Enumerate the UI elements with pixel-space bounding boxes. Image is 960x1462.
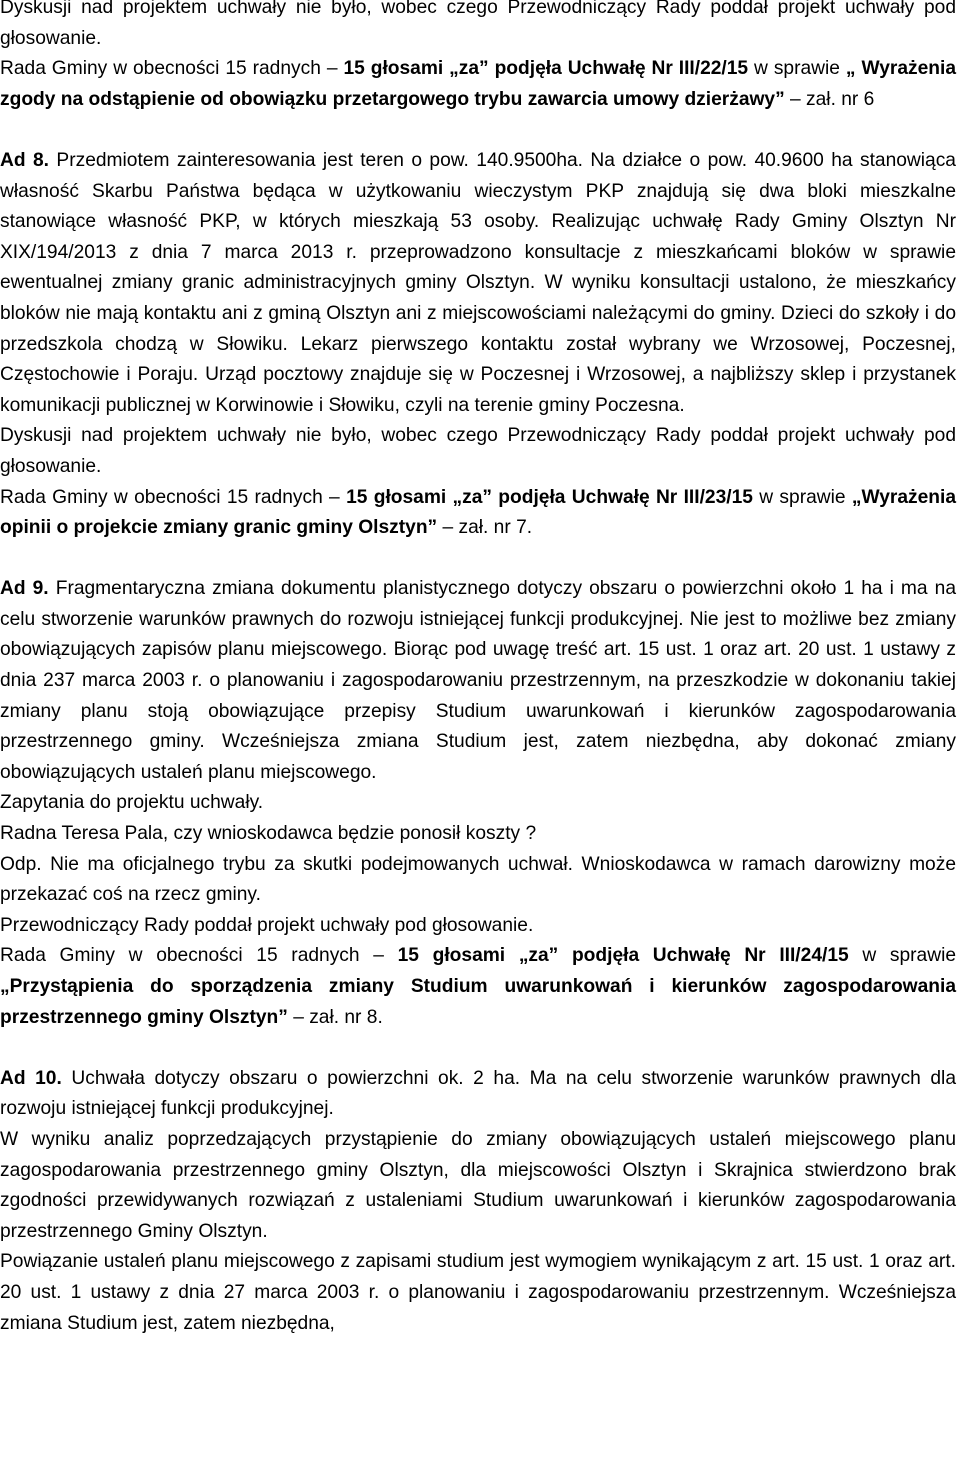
agenda-label: Ad 9. (0, 578, 49, 600)
resolution-paragraph: Rada Gminy w obecności 15 radnych – 15 głosami „za” podjęła Uchwałę Nr III/23/15 w sprawie „Wyrażenia opinii o projekcie zmiany granic gminy Olsztyn” – zał. nr 7. (0, 486, 957, 539)
agenda-item-8 (0, 146, 956, 421)
analysis-paragraph: W wyniku analiz poprzedzających przystąpienie do zmiany obowiązujących ustaleń miejscowego planu zagospodarowania przestrzennego gminy Olsztyn, dla miejscowości Olsztyn i Skrajnica stwierdzono brak zgodności przewidywanych rozwiązań z ustaleniami Studium uwarunkowań i kierunków zagospodarowania przestrzennego Gminy Olsztyn. (0, 1128, 956, 1242)
resolution-intro: Rada Gminy w obecności 15 radnych – (0, 58, 338, 80)
answer-paragraph: Odp. Nie ma oficjalnego trybu za skutki podejmowanych uchwał. Wnioskodawca w ramach darowizny może przekazać coś na rzecz gminy. (0, 853, 956, 906)
resolution-paragraph: Rada Gminy w obecności 15 radnych – 15 głosami „za” podjęła Uchwałę Nr III/22/15 w sprawie „ Wyrażenia zgody na odstąpienie od obowiązku przetargowego trybu zawarcia umowy dzierżawy” – zał. nr 6 (0, 58, 957, 110)
spacer (0, 115, 956, 146)
discussion-paragraph: Dyskusji nad projektem uchwały nie było, wobec czego Przewodniczący Rady poddał projekt uchwały pod głosowanie. (0, 425, 956, 477)
spacer (0, 544, 956, 575)
resolution-subject: „Wyrażenia opinii o projekcie zmiany granic gminy Olsztyn” (0, 486, 957, 539)
discussion-paragraph: Dyskusji nad projektem uchwały nie było, wobec czego Przewodniczący Rady poddał projekt uchwały pod głosowanie. (0, 0, 956, 49)
resolution-intro: Rada Gminy w obecności 15 radnych – (0, 486, 340, 508)
resolution-paragraph: Rada Gminy w obecności 15 radnych – 15 głosami „za” podjęła Uchwałę Nr III/24/15 w sprawie „Przystąpienia do sporządzenia zmiany Studium uwarunkowań i kierunków zagospodarowania przestrzennego gminy Olsztyn” – zał. nr 8. (0, 945, 957, 1028)
attachment-ref: – zał. nr 7. (437, 517, 533, 539)
question-paragraph: Radna Teresa Pala, czy wnioskodawca będzie ponosił koszty ? (0, 823, 537, 845)
questions-heading: Zapytania do projektu uchwały. (0, 792, 264, 814)
agenda-label: Ad 8. (0, 149, 49, 171)
resolution-intro: Rada Gminy w obecności 15 radnych – (0, 945, 384, 967)
agenda-item-9 (0, 574, 956, 788)
legal-basis-paragraph: Powiązanie ustaleń planu miejscowego z zapisami studium jest wymogiem wynikającym z art. 15 ust. 1 oraz art. 20 ust. 1 ustawy z dnia 27 marca 2003 r. o planowaniu i zagospodarowaniu przestrzennym. Wcześniejsza zmiana Studium jest, zatem niezbędna, (0, 1251, 956, 1334)
resolution-number: 15 głosami „za” podjęła Uchwałę Nr III/22/15 (343, 58, 749, 80)
agenda-text: Uchwała dotyczy obszaru o powierzchni ok. 2 ha. Ma na celu stworzenie warunków prawnych dla rozwoju istniejącej funkcji produkcyjnej. (0, 1067, 956, 1120)
agenda-text: Przedmiotem zainteresowania jest teren o pow. 140.9500ha. Na działce o pow. 40.9600 ha stanowiąca własność Skarbu Państwa będąca w użytkowaniu wieczystym PKP znajdują się dwa bloki mieszkalne stanowiące własność PKP, w których mieszkają 53 osoby. Realizując uchwałę Rady Gminy Olsztyn Nr XIX/194/2013 z dnia 7 marca 2013 r. przeprowadzono konsultacje z mieszkańcami bloków w sprawie ewentualnej zmiany granic administracyjnych gminy Olsztyn. W wyniku konsultacji ustalono, że mieszkańcy bloków nie mają kontaktu ani z gminą Olsztyn ani z miejscowościami należącymi do gminy. Dzieci do szkoły i do przedszkola chodzą w Słowiku. Lekarz pierwszego kontaktu został wybrany we Wrzosowej, Poczesnej, Częstochowie i Poraju. Urząd pocztowy znajduje się w Poczesnej i Wrzosowej, a najbliższy sklep i przystanek komunikacji publicznej w Korwinowie i Słowiku, czyli na terenie gminy Poczesna. (0, 149, 956, 416)
resolution-subject: „Przystąpienia do sporządzenia zmiany Studium uwarunkowań i kierunków zagospodarowania przestrzennego gminy Olsztyn” (0, 976, 956, 1028)
attachment-ref: – zał. nr 6 (784, 88, 875, 110)
agenda-item-10 (0, 1064, 956, 1125)
spacer (0, 1033, 956, 1064)
resolution-number: 15 głosami „za” podjęła Uchwałę Nr III/24/15 (397, 945, 849, 967)
vote-call-paragraph: Przewodniczący Rady poddał projekt uchwały pod głosowanie. (0, 914, 534, 936)
resolution-subject: „ Wyrażenia zgody na odstąpienie od obowiązku przetargowego trybu zawarcia umowy dzierżawy” (0, 58, 957, 110)
agenda-text: Fragmentaryczna zmiana dokumentu planistycznego dotyczy obszaru o powierzchni około 1 ha i ma na celu stworzenie warunków prawnych do rozwoju istniejącej funkcji produkcyjnej. Nie jest to możliwe bez zmiany obowiązujących zapisów planu miejscowego. Biorąc pod uwagę treść art. 15 ust. 1 oraz art. 20 ust. 1 ustawy z dnia 237 marca 2003 r. o planowaniu i zagospodarowaniu przestrzennym, na przeszkodzie w dokonaniu takiej zmiany planu stoją obowiązujące przepisy Studium uwarunkowań i kierunków zagospodarowania przestrzennego gminy. Wcześniejsza zmiana Studium jest, zatem niezbędna, aby dokonać zmiany obowiązujących ustaleń planu miejscowego. (0, 578, 956, 783)
agenda-label: Ad 10. (0, 1067, 62, 1089)
resolution-number: 15 głosami „za” podjęła Uchwałę Nr III/23/15 (346, 486, 753, 508)
attachment-ref: – zał. nr 8. (287, 1006, 383, 1028)
